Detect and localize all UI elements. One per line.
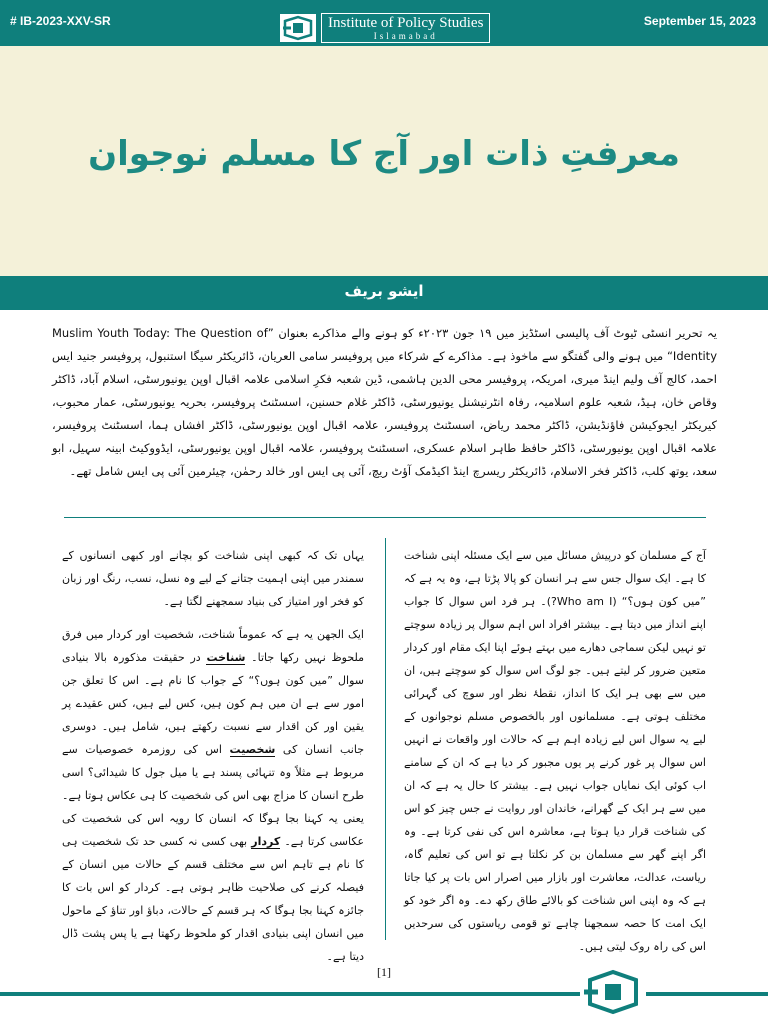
intro-divider	[64, 517, 706, 518]
section-label: ایشو بریف	[344, 282, 424, 300]
column-divider	[385, 538, 386, 940]
paragraph-text: بھی کسی نہ کسی حد تک شخصیت ہی کا نام ہے تاہم اس سے مختلف قسم کے حالات میں انسان کے فیصلہ کرنے کی صلاحیت ظاہر ہوتی ہے۔ کردار کو اس بات کا جائزہ کہنا بجا ہوگا کہ ہر قسم کے حالات، دباؤ اور تناؤ کے ماحول میں انسان اپنی بنیادی اقدار کو ملحوظ رکھتا ہے یا پس پشت ڈال دیتا ہے۔	[62, 835, 364, 963]
paragraph-text: اس کی روزمرہ خصوصیات سے مربوط ہے مثلاً وہ تنہائی پسند ہے یا میل جول کا شیدائی؟ اسی طرح انسان کا مزاج بھی اس کی شخصیت کا ہی عکاس ہوتا ہے۔ یعنی یہ کہنا بجا ہوگا کہ انسان کا رویہ اس کی شخصیت کی عکاسی کرتا ہے۔	[62, 743, 365, 848]
section-band	[0, 276, 768, 310]
footer-line	[0, 992, 768, 996]
top-bar	[0, 0, 768, 46]
document-reference: # IB-2023-XXV-SR	[10, 14, 111, 28]
term-personality: شخصیت	[229, 743, 276, 756]
term-character: کردار	[251, 835, 281, 848]
paragraph-text: ایک الجھن یہ ہے کہ عموماً شناخت، شخصیت اور کردار میں فرق ملحوظ نہیں رکھا جاتا۔	[62, 628, 364, 664]
left-column-paragraph-1: یہاں تک کہ کبھی اپنی شناخت کو بچانے اور کبھی انسانوں کے سمندر میں اپنی اہمیت جتانے کے لیے وہ نسل، نسب، رنگ اور زبان کو فخر اور امتیاز کی بنیاد سمجھنے لگتا ہے۔	[62, 549, 364, 608]
org-name: Institute of Policy Studies	[328, 14, 484, 31]
ips-logo-icon	[279, 13, 317, 43]
footer-logo-icon	[580, 966, 646, 1018]
org-city: Islamabad	[373, 30, 438, 41]
document-date: September 15, 2023	[643, 14, 756, 28]
right-column	[404, 544, 706, 968]
document-title: معرفتِ ذات اور آج کا مسلم نوجوان	[88, 134, 680, 174]
paragraph-text: در حقیقت مذکورہ بالا بنیادی سوال ”میں کون ہوں؟“ کے جواب کا نام ہے۔ اس کا تعلق جن امور سے ہے ان میں ہم کون ہیں، کس لیے ہیں، کس عقیدے پر یقین اور کن اقدار سے نسبت رکھتے ہیں، شامل ہیں۔ دوسری جانب انسان کی	[62, 651, 364, 756]
intro-paragraph: یہ تحریر انسٹی ٹیوٹ آف پالیسی اسٹڈیز میں ۱۹ جون ۲۰۲۳ء کو ہونے والے مذاکرے بعنوان ”Muslim Youth Today: The Question of Identity“ میں ہونے والی گفتگو سے ماخوذ ہے۔ مذاکرے کے شرکاء میں پروفیسر سامی العریان، ڈائریکٹر سیگا استنبول، پروفیسر جنید ایس احمد، کالج آف ولیم اینڈ میری، امریکہ، پروفیسر محی الدین ہاشمی، ڈین شعبہ فکرِ اسلامی علامہ اقبال اوپن یونیورسٹی، اسلام آباد، ڈاکٹر وقاص خان، ہیڈ، شعبہ علوم اسلامیہ، رفاہ انٹرنیشنل یونیورسٹی، ڈاکٹر غلام حسنین، اسسٹنٹ پروفیسر، بحریہ یونیورسٹی، عمار محبوب، کیریکٹر ایجوکیشن فاؤنڈیشن، ڈاکٹر محمد ریاض، اسسٹنٹ پروفیسر، علامہ اقبال اوپن یونیورسٹی، ڈاکٹر افشاں ہما، اسسٹنٹ پروفیسر، علامہ اقبال اوپن یونیورسٹی، ڈاکٹر حافظ طاہر اسلام عسکری، اسسٹنٹ پروفیسر، علامہ اقبال اوپن یونیورسٹی، ایڈووکیٹ ابینہ سہیل، ابو سعد، یوتھ کلب، ڈاکٹر فخر الاسلام، ڈائریکٹر ریسرچ اینڈ اکیڈمک آؤٹ ریچ، آئی پی ایس اور خالد رحمٰن، چیئرمین آئی پی ایس شامل تھے۔	[52, 326, 717, 478]
right-column-paragraph: آج کے مسلمان کو درپیش مسائل میں سے ایک مسئلہ اپنی شناخت کا ہے۔ ایک سوال جس سے ہر انسان کو پالا پڑتا ہے، وہ یہ ہے کہ ”میں کون ہوں؟“ (Who am I?)۔ ہر فرد اس سوال کا جواب اپنے انداز میں دیتا ہے۔ بیشتر افراد اس اہم سوال پر زیادہ سوچتے تو نہیں لیکن سماجی دھارے میں بہتے ہوئے اپنا ایک مقام اور کردار متعین ضرور کر لیتے ہیں۔ جو لوگ اس سوال کو سوچتے ہیں، ان میں سے بھی ہر ایک کا انداز، نقطۂ نظر اور سوچ کی گہرائی مختلف ہوتی ہے۔ مسلمانوں اور بالخصوص مسلم نوجوانوں کے لیے یہ سوال اس لیے زیادہ اہم ہے کہ حالات اور واقعات نے انہیں اس سوال پر غور کرنے پر یوں مجبور کر دیا ہے کہ ان کے سامنے اب کوئی ایک نمایاں جواب نہیں ہے۔ بیشتر کا حال یہ ہے کہ ان میں سے ہر ایک کے گھرانے، خاندان اور روایت نے جس چیز کو اس کی شناخت قرار دیا ہوتا ہے، معاشرہ اس کی نفی کرتا ہے۔ وہ اگر اپنے گھر سے مسلمان بن کر نکلتا ہے تو اس کی تعلیم گاہ، ریاست، عدالت، معاشرت اور بازار میں اصرار اس بات پر کیا جاتا ہے کہ وہ اپنی اس شناخت کو بالائے طاق رکھ دے۔ وہ اگر خود کو ایک امت کا حصہ سمجھنا چاہے تو قومی ریاستوں کی سرحدیں اس کی راہ روک لیتی ہیں۔	[404, 549, 706, 953]
page-number: [1]	[377, 965, 391, 979]
ips-logo	[279, 13, 490, 43]
left-column-paragraph-2	[62, 623, 364, 968]
left-column	[62, 544, 364, 978]
term-identity: شناخت	[206, 651, 246, 664]
logo-text-box	[321, 13, 490, 43]
